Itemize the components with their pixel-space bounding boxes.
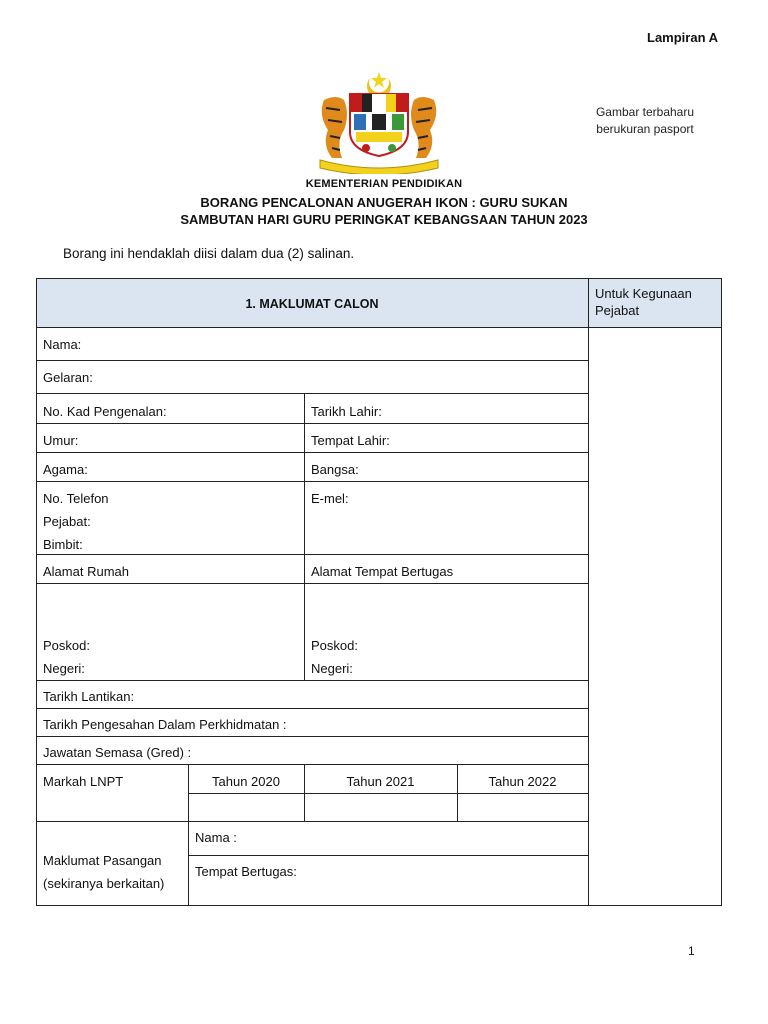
maklumat-pasangan-line1: Maklumat Pasangan: [43, 853, 162, 868]
no-telefon-label: No. Telefon: [43, 491, 109, 506]
tarikh-pengesahan-field[interactable]: Tarikh Pengesahan Dalam Perkhidmatan :: [43, 717, 287, 732]
jawatan-semasa-field[interactable]: Jawatan Semasa (Gred) :: [43, 745, 192, 760]
no-telefon-field[interactable]: [36, 483, 304, 560]
ministry-name: KEMENTERIAN PENDIDIKAN: [305, 178, 463, 190]
lampiran-label: Lampiran A: [647, 30, 719, 45]
kad-pengenalan-field[interactable]: No. Kad Pengenalan:: [43, 404, 167, 419]
section-title: 1. MAKLUMAT CALON: [245, 297, 379, 311]
bangsa-field[interactable]: Bangsa:: [311, 462, 359, 477]
office-use-line1: Untuk Kegunaan: [595, 286, 692, 301]
lnpt-2020-input[interactable]: [188, 794, 304, 821]
alamat-bertugas-field[interactable]: [304, 630, 588, 684]
form-title-line1: BORANG PENCALONAN ANUGERAH IKON : GURU SUKAN: [200, 195, 568, 210]
lnpt-2022-input[interactable]: [457, 794, 588, 821]
page-number: 1: [688, 944, 695, 958]
pejabat-label: Pejabat:: [43, 514, 91, 529]
nama-field[interactable]: Nama:: [43, 337, 82, 352]
negeri-bertugas-label: Negeri:: [311, 661, 353, 676]
pasangan-nama-field[interactable]: Nama :: [195, 830, 237, 845]
photo-note-line1: Gambar terbaharu: [595, 105, 695, 119]
emel-field[interactable]: E-mel:: [311, 491, 349, 506]
pasangan-tempat-bertugas-field[interactable]: Tempat Bertugas:: [195, 864, 297, 879]
tahun-2021-header: Tahun 2021: [346, 774, 415, 789]
umur-field[interactable]: Umur:: [43, 433, 79, 448]
tempat-lahir-field[interactable]: Tempat Lahir:: [311, 433, 390, 448]
office-use-label: [588, 281, 721, 323]
poskod-rumah-label: Poskod:: [43, 638, 90, 653]
photo-note-line2: berukuran pasport: [596, 122, 694, 136]
gelaran-field[interactable]: Gelaran:: [43, 370, 93, 385]
office-use-area: [588, 327, 721, 905]
alamat-rumah-field[interactable]: [36, 630, 304, 684]
alamat-tempat-bertugas-label: Alamat Tempat Bertugas: [311, 564, 454, 579]
tarikh-lantikan-field[interactable]: Tarikh Lantikan:: [43, 689, 135, 704]
negeri-rumah-label: Negeri:: [43, 661, 85, 676]
agama-field[interactable]: Agama:: [43, 462, 88, 477]
maklumat-pasangan-line2: (sekiranya berkaitan): [43, 876, 165, 891]
lnpt-2021-input[interactable]: [304, 794, 457, 821]
tahun-2022-header: Tahun 2022: [488, 774, 557, 789]
alamat-rumah-label: Alamat Rumah: [43, 564, 129, 579]
form-title-line2: SAMBUTAN HARI GURU PERINGKAT KEBANGSAAN TAHUN 2023: [180, 212, 588, 227]
poskod-bertugas-label: Poskod:: [311, 638, 358, 653]
office-use-line2: Pejabat: [595, 303, 640, 318]
bimbit-label: Bimbit:: [43, 537, 83, 552]
tahun-2020-header: Tahun 2020: [212, 774, 280, 789]
instruction-text: Borang ini hendaklah diisi dalam dua (2) salinan.: [63, 246, 355, 261]
tarikh-lahir-field[interactable]: Tarikh Lahir:: [311, 404, 382, 419]
maklumat-pasangan-label: [36, 845, 188, 899]
markah-lnpt-label: Markah LNPT: [43, 774, 124, 789]
